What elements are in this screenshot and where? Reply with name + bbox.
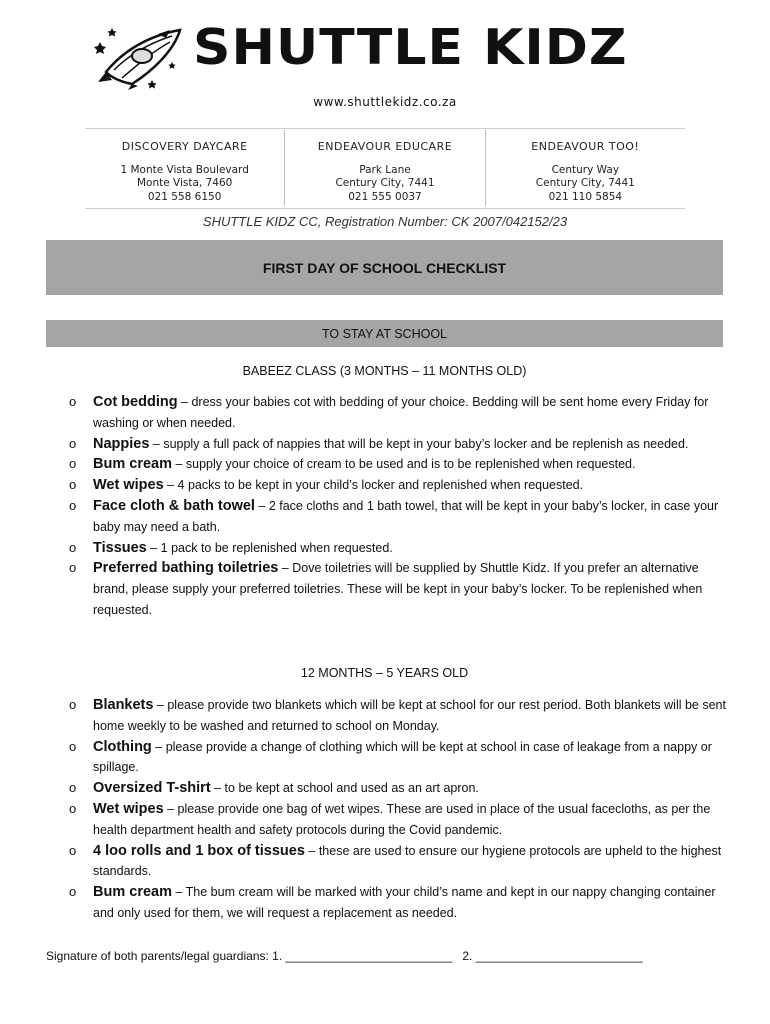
branch-address-line1: Park Lane <box>359 163 411 176</box>
checkbox-bullet-icon: o <box>69 738 77 754</box>
item-name: Blankets <box>93 697 154 713</box>
item-description: – supply your choice of cream to be used and is to be replenished when requested. <box>171 457 636 472</box>
branch-list <box>85 130 685 206</box>
branch-address-line2: Century City, 7441 <box>535 177 635 189</box>
item-description: – Dove toiletries will be supplied by Shuttle Kidz. If you prefer an alternative brand, please supply your preferred toiletries. These will be kept in your baby’s locker. To be replenished when requested. <box>93 561 703 617</box>
page-title: FIRST DAY OF SCHOOL CHECKLIST <box>262 259 507 276</box>
item-description: – 1 pack to be replenished when requested. <box>146 540 393 555</box>
divider <box>85 208 685 209</box>
checklist-item <box>0 799 770 841</box>
branch-name: DISCOVERY DAYCARE <box>121 140 248 153</box>
item-description: – please provide two blankets which will be kept at school for our rest period. Both blankets will be sent home weekly to be washed and returned to school on Monday. <box>93 698 726 733</box>
checklist-item <box>0 454 770 475</box>
checklist-item <box>0 841 770 883</box>
checkbox-bullet-icon: o <box>69 697 77 712</box>
item-name: Face cloth & bath towel <box>93 497 255 514</box>
branch-phone: 021 555 0037 <box>348 190 422 203</box>
item-description: – dress your babies cot with bedding of your choice. Bedding will be sent home every Friday for washing or when needed. <box>93 395 709 430</box>
babeez-checklist <box>0 392 770 621</box>
checklist-item <box>0 475 770 496</box>
website-link[interactable]: www.shuttlekidz.co.za <box>313 95 457 109</box>
item-name: Oversized T-shirt <box>93 780 211 797</box>
checkbox-bullet-icon: o <box>69 456 77 472</box>
item-description: – please provide one bag of wet wipes. These are used in place of the usual facecloths, as per the health department health and safety protocols during the Covid pandemic. <box>93 801 711 837</box>
checkbox-bullet-icon: o <box>69 800 77 816</box>
checklist-item <box>0 558 770 620</box>
checklist-item <box>0 882 770 924</box>
checkbox-bullet-icon: o <box>69 560 77 576</box>
branch-discovery <box>85 130 284 206</box>
checkbox-bullet-icon: o <box>69 780 77 796</box>
item-name: Nappies <box>93 435 150 452</box>
branch-endeavour-too <box>485 130 685 206</box>
checklist-item <box>0 778 770 799</box>
checklist-item <box>0 496 770 538</box>
checklist-item <box>0 695 770 737</box>
item-description: – please provide a change of clothing which will be kept at school in case of leakage from a nappy or spillage. <box>93 739 712 775</box>
branch-address-line2: Monte Vista, 7460 <box>136 177 233 189</box>
registration-number: SHUTTLE KIDZ CC, Registration Number: CK 2007/042152/23 <box>202 214 568 229</box>
item-description: – to be kept at school and used as an art apron. <box>210 781 479 796</box>
branch-phone: 021 110 5854 <box>548 190 623 203</box>
item-name: 4 loo rolls and 1 box of tissues <box>93 842 305 859</box>
branch-phone: 021 558 6150 <box>147 190 222 203</box>
item-description: – 4 packs to be kept in your child’s locker and replenished when requested. <box>163 478 584 493</box>
branch-name: ENDEAVOUR TOO! <box>531 140 640 153</box>
item-name: Bum cream <box>93 884 172 901</box>
item-name: Wet wipes <box>93 477 164 494</box>
item-name: Wet wipes <box>93 800 164 817</box>
divider <box>85 128 685 129</box>
branch-address-line2: Century City, 7441 <box>335 177 435 189</box>
item-description: – supply a full pack of nappies that will be kept in your baby’s locker and be replenish as needed. <box>149 436 689 451</box>
item-name: Cot bedding <box>93 394 178 410</box>
toddler-checklist <box>0 695 770 924</box>
checkbox-bullet-icon: o <box>69 497 77 513</box>
branch-name: ENDEAVOUR EDUCARE <box>317 140 453 153</box>
checklist-item <box>0 737 770 779</box>
brand-name: SHUTTLE KIDZ <box>193 19 628 77</box>
checklist-title-bar <box>46 240 723 295</box>
checkbox-bullet-icon: o <box>69 435 77 451</box>
babeez-class-heading: BABEEZ CLASS (3 MONTHS – 11 MONTHS OLD) <box>242 364 527 378</box>
item-name: Preferred bathing toiletries <box>93 560 279 577</box>
branch-endeavour-educare <box>284 130 484 206</box>
checklist-item <box>0 434 770 455</box>
item-description: – 2 face cloths and 1 bath towel, that will be kept in your baby’s locker, in case your baby may need a bath. <box>93 498 719 534</box>
checkbox-bullet-icon: o <box>69 884 77 900</box>
signature-line[interactable]: Signature of both parents/legal guardians: 1. _________________________ 2. _________________________ <box>46 949 643 963</box>
section-subtitle: TO STAY AT SCHOOL <box>321 326 448 341</box>
item-name: Bum cream <box>93 456 172 473</box>
checkbox-bullet-icon: o <box>69 842 77 858</box>
checkbox-bullet-icon: o <box>69 477 77 493</box>
rocket-logo-icon <box>92 22 187 92</box>
item-description: – The bum cream will be marked with your child’s name and kept in our nappy changing container and only used for them, we will request a replacement as needed. <box>93 885 716 920</box>
checkbox-bullet-icon: o <box>69 539 77 555</box>
section-subtitle-bar <box>46 320 723 347</box>
item-name: Clothing <box>93 738 152 755</box>
branch-address-line1: Century Way <box>551 163 620 176</box>
letterhead <box>0 0 770 230</box>
item-description: – these are used to ensure our hygiene protocols are upheld to the highest standards. <box>93 843 722 879</box>
item-name: Tissues <box>93 539 147 556</box>
checklist-item <box>0 392 770 434</box>
checklist-item <box>0 538 770 559</box>
branch-address-line1: 1 Monte Vista Boulevard <box>120 163 249 176</box>
toddler-class-heading: 12 MONTHS – 5 YEARS OLD <box>300 666 469 680</box>
checkbox-bullet-icon: o <box>69 394 77 409</box>
